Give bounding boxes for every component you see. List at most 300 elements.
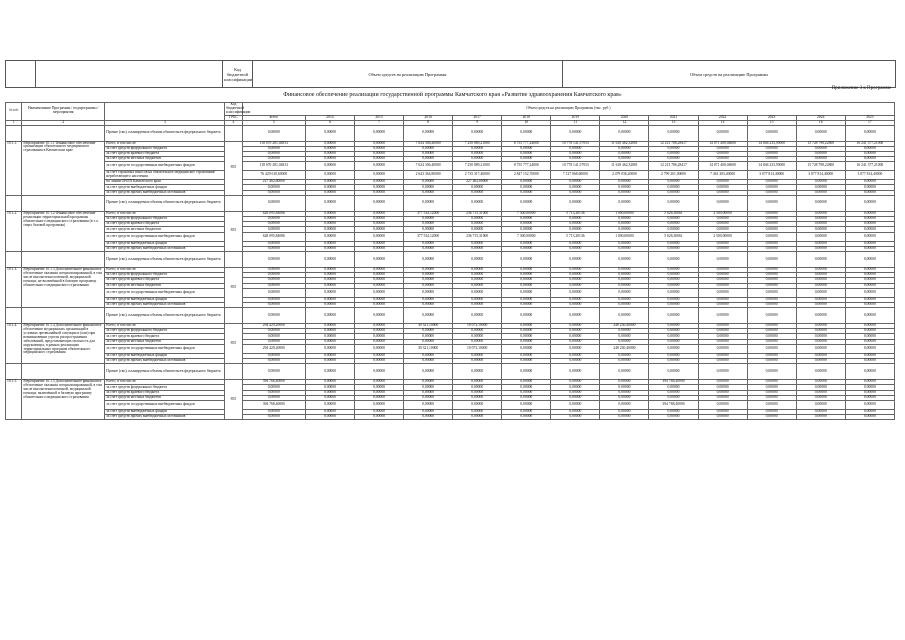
measure-name bbox=[22, 195, 105, 211]
amount-cell: 0,00000 bbox=[747, 246, 796, 251]
amount-cell: 0,00000 bbox=[305, 409, 354, 414]
amount-cell: 0,00000 bbox=[796, 400, 845, 409]
amount-cell: 0,00000 bbox=[600, 395, 649, 400]
amount-cell: 0,00000 bbox=[551, 302, 600, 307]
amount-cell: 0,00000 bbox=[796, 395, 845, 400]
amount-cell: 7 461 203,40000 bbox=[698, 171, 747, 180]
amount-cell: 0,00000 bbox=[305, 227, 354, 232]
funding-source-label: за счет средств федерального бюджета bbox=[105, 146, 225, 151]
amount-cell: 0,00000 bbox=[404, 329, 453, 334]
amount-cell: 0,00000 bbox=[649, 222, 698, 227]
amount-cell: 2 500,00000 bbox=[698, 211, 747, 216]
amount-cell: 0,00000 bbox=[305, 151, 354, 156]
amount-cell: 118 070 281,04813 bbox=[242, 141, 305, 146]
amount-cell: 0,00000 bbox=[796, 339, 845, 344]
amount-cell: 0,00000 bbox=[649, 308, 698, 324]
amount-cell: 0,00000 bbox=[845, 364, 894, 380]
amount-cell: 0,00000 bbox=[600, 227, 649, 232]
amount-cell: 0,00000 bbox=[453, 400, 502, 409]
amount-cell: 0,00000 bbox=[649, 278, 698, 283]
amount-cell: 0,00000 bbox=[502, 380, 551, 385]
amount-cell: 2 500,00000 bbox=[698, 232, 747, 241]
amount-cell: 0,00000 bbox=[698, 297, 747, 302]
funding-source-label: за счет средств местных бюджетов bbox=[105, 339, 225, 344]
header-volume: Объем средств на реализацию Программы (тыс. руб.) bbox=[242, 103, 894, 116]
amount-cell: 0,00000 bbox=[649, 415, 698, 420]
amount-cell: 0,00000 bbox=[453, 359, 502, 364]
amount-cell: 0,00000 bbox=[796, 344, 845, 353]
amount-cell: 0,00000 bbox=[649, 364, 698, 380]
amount-cell: 0,00000 bbox=[698, 329, 747, 334]
amount-cell: 0,00000 bbox=[551, 180, 600, 185]
amount-cell: 0,00000 bbox=[600, 353, 649, 358]
amount-cell: 0,00000 bbox=[796, 380, 845, 385]
amount-cell: 0,00000 bbox=[404, 146, 453, 151]
amount-cell: 0,00000 bbox=[698, 288, 747, 297]
header-gres: ГРБС bbox=[225, 115, 242, 120]
amount-cell: 0,00000 bbox=[502, 400, 551, 409]
amount-cell: 15 728 798,22800 bbox=[796, 141, 845, 146]
header-year: 2018 bbox=[502, 115, 551, 120]
amount-cell: 0,00000 bbox=[242, 415, 305, 420]
amount-cell: 0,00000 bbox=[747, 385, 796, 390]
amount-cell: 0,00000 bbox=[649, 251, 698, 267]
amount-cell: 0,00000 bbox=[845, 283, 894, 288]
amount-cell: 0,00000 bbox=[747, 157, 796, 162]
amount-cell: 0,00000 bbox=[354, 409, 403, 414]
funding-source-label: за счет средств федерального бюджета bbox=[105, 329, 225, 334]
amount-cell: 0,00000 bbox=[845, 334, 894, 339]
column-number: 16 bbox=[796, 120, 845, 125]
amount-cell: 0,00000 bbox=[698, 344, 747, 353]
amount-cell: 0,00000 bbox=[502, 180, 551, 185]
amount-cell: 0,00000 bbox=[502, 364, 551, 380]
amount-cell: 0,00000 bbox=[453, 278, 502, 283]
amount-cell: 0,00000 bbox=[649, 329, 698, 334]
amount-cell: 0,00000 bbox=[698, 395, 747, 400]
amount-cell: 0,00000 bbox=[649, 359, 698, 364]
amount-cell: 0,00000 bbox=[845, 211, 894, 216]
amount-cell: 0,00000 bbox=[305, 324, 354, 329]
amount-cell: 0,00000 bbox=[698, 364, 747, 380]
amount-cell: 0,00000 bbox=[845, 278, 894, 283]
amount-cell: 0,00000 bbox=[242, 364, 305, 380]
amount-cell: 0,00000 bbox=[698, 241, 747, 246]
amount-cell: 0,00000 bbox=[698, 400, 747, 409]
amount-cell: 0,00000 bbox=[502, 385, 551, 390]
amount-cell: 0,00000 bbox=[747, 390, 796, 395]
amount-cell: 0,00000 bbox=[796, 217, 845, 222]
gres-code bbox=[225, 195, 242, 211]
amount-cell: 0,00000 bbox=[649, 283, 698, 288]
amount-cell: 248 230,40000 bbox=[600, 324, 649, 329]
table-row bbox=[6, 171, 895, 180]
amount-cell: 0,00000 bbox=[796, 364, 845, 380]
amount-cell: 0,00000 bbox=[698, 353, 747, 358]
amount-cell: 0,00000 bbox=[698, 390, 747, 395]
amount-cell: 0,00000 bbox=[404, 390, 453, 395]
amount-cell: 0,00000 bbox=[649, 217, 698, 222]
amount-cell: 0,00000 bbox=[242, 329, 305, 334]
funding-source-label: за счет средств внебюджетных фондов bbox=[105, 409, 225, 414]
amount-cell: 3 077 814,40000 bbox=[747, 171, 796, 180]
amount-cell: 0,00000 bbox=[242, 190, 305, 195]
amount-cell: 0,00000 bbox=[600, 246, 649, 251]
amount-cell: 0,00000 bbox=[354, 195, 403, 211]
amount-cell: 0,00000 bbox=[796, 227, 845, 232]
amount-cell: 0,00000 bbox=[551, 278, 600, 283]
amount-cell: 0,00000 bbox=[600, 151, 649, 156]
amount-cell: 0,00000 bbox=[305, 344, 354, 353]
funding-source-label: за счет средств федерального бюджета bbox=[105, 385, 225, 390]
amount-cell: 0,00000 bbox=[796, 157, 845, 162]
amount-cell: 0,00000 bbox=[600, 273, 649, 278]
amount-cell: 0,00000 bbox=[502, 251, 551, 267]
funding-source-label: за счет средств внебюджетных фондов bbox=[105, 185, 225, 190]
amount-cell: 0,00000 bbox=[502, 283, 551, 288]
funding-source-label: Прочие (сво), планируемые объемы обязательств федерального бюджета bbox=[105, 364, 225, 380]
amount-cell: 16 241 377,21000 bbox=[845, 141, 894, 146]
amount-cell: 0,00000 bbox=[242, 273, 305, 278]
amount-cell: 0,00000 bbox=[600, 297, 649, 302]
amount-cell: 1 000,00000 bbox=[600, 211, 649, 216]
amount-cell: 0,00000 bbox=[649, 146, 698, 151]
amount-cell: 0,00000 bbox=[747, 380, 796, 385]
funding-source-label: за счет средств государственных внебюджетных фондов bbox=[105, 162, 225, 171]
table-row bbox=[6, 251, 895, 267]
amount-cell: 16 241 377,21000 bbox=[845, 162, 894, 171]
amount-cell: 0,00000 bbox=[242, 353, 305, 358]
amount-cell: 0,00000 bbox=[649, 334, 698, 339]
amount-cell: 0,00000 bbox=[502, 151, 551, 156]
amount-cell: 0,00000 bbox=[404, 246, 453, 251]
column-number: 11 bbox=[551, 120, 600, 125]
amount-cell: 0,00000 bbox=[354, 324, 403, 329]
column-number: 3 bbox=[105, 120, 225, 125]
amount-cell: 0,00000 bbox=[796, 190, 845, 195]
amount-cell: 0,00000 bbox=[649, 288, 698, 297]
amount-cell: 0,00000 bbox=[354, 329, 403, 334]
amount-cell: 2 735 317,40000 bbox=[453, 171, 502, 180]
amount-cell: 118 070 281,04813 bbox=[242, 162, 305, 171]
funding-source-label: за счет средств местных бюджетов bbox=[105, 283, 225, 288]
amount-cell: 0,00000 bbox=[698, 324, 747, 329]
gres-code: 855 bbox=[225, 211, 242, 251]
amount-cell: 0,00000 bbox=[845, 324, 894, 329]
amount-cell: 0,00000 bbox=[354, 339, 403, 344]
row-number bbox=[6, 364, 22, 380]
amount-cell: 0,00000 bbox=[845, 415, 894, 420]
amount-cell: 0,00000 bbox=[502, 246, 551, 251]
amount-cell: 0,00000 bbox=[502, 344, 551, 353]
amount-cell: 0,00000 bbox=[404, 222, 453, 227]
row-number: 10.1.2. bbox=[6, 211, 22, 251]
amount-cell: 0,00000 bbox=[600, 288, 649, 297]
volume-header-b: Объем средств на реализацию Программы bbox=[563, 61, 896, 88]
amount-cell: 0,00000 bbox=[305, 395, 354, 400]
amount-cell: 0,00000 bbox=[845, 185, 894, 190]
amount-cell: 0,00000 bbox=[551, 246, 600, 251]
amount-cell: 394 768,40000 bbox=[649, 380, 698, 385]
amount-cell: 0,00000 bbox=[305, 171, 354, 180]
amount-cell: 0,00000 bbox=[845, 409, 894, 414]
funding-source-label: Прочие (сво), планируемые объемы обязательств федерального бюджета bbox=[105, 308, 225, 324]
amount-cell: 0,00000 bbox=[354, 141, 403, 146]
amount-cell: 0,00000 bbox=[305, 246, 354, 251]
amount-cell: 0,00000 bbox=[747, 364, 796, 380]
funding-source-label: за счет средств прочих внебюджетных источников bbox=[105, 359, 225, 364]
amount-cell: 0,00000 bbox=[354, 364, 403, 380]
amount-cell: 0,00000 bbox=[502, 241, 551, 246]
amount-cell: 0,00000 bbox=[845, 302, 894, 307]
amount-cell: 236 715,31000 bbox=[453, 232, 502, 241]
amount-cell: 0,00000 bbox=[698, 308, 747, 324]
amount-cell: 0,00000 bbox=[796, 273, 845, 278]
amount-cell: 0,00000 bbox=[305, 267, 354, 272]
amount-cell: 10 778 141,57933 bbox=[551, 162, 600, 171]
amount-cell: 0,00000 bbox=[242, 227, 305, 232]
amount-cell: 0,00000 bbox=[404, 151, 453, 156]
amount-cell: 0,00000 bbox=[354, 400, 403, 409]
amount-cell: 0,00000 bbox=[354, 308, 403, 324]
amount-cell: 0,00000 bbox=[698, 334, 747, 339]
amount-cell: 0,00000 bbox=[404, 195, 453, 211]
amount-cell: 0,00000 bbox=[453, 227, 502, 232]
amount-cell: 0,00000 bbox=[404, 385, 453, 390]
amount-cell: 0,00000 bbox=[747, 308, 796, 324]
amount-cell: 0,00000 bbox=[453, 288, 502, 297]
amount-cell: 2 799 201,00000 bbox=[649, 171, 698, 180]
amount-cell: 0,00000 bbox=[242, 222, 305, 227]
amount-cell: 0,00000 bbox=[354, 151, 403, 156]
amount-cell: 0,00000 bbox=[796, 146, 845, 151]
amount-cell: 0,00000 bbox=[404, 308, 453, 324]
amount-cell: 0,00000 bbox=[747, 125, 796, 141]
funding-source-label: за счет средств государственных внебюджетных фондов bbox=[105, 232, 225, 241]
column-number: 1 bbox=[6, 120, 22, 125]
amount-cell: 0,00000 bbox=[747, 339, 796, 344]
gres-code bbox=[225, 125, 242, 141]
amount-cell: 0,00000 bbox=[502, 273, 551, 278]
amount-cell: 0,00000 bbox=[354, 227, 403, 232]
gres-code: 855 bbox=[225, 324, 242, 364]
amount-cell: 0,00000 bbox=[242, 359, 305, 364]
amount-cell: 0,00000 bbox=[354, 288, 403, 297]
amount-cell: 0,00000 bbox=[404, 364, 453, 380]
table-row bbox=[6, 195, 895, 211]
amount-cell: 0,00000 bbox=[649, 190, 698, 195]
amount-cell: 0,00000 bbox=[600, 334, 649, 339]
amount-cell: 0,00000 bbox=[453, 251, 502, 267]
amount-cell: 0,00000 bbox=[845, 146, 894, 151]
amount-cell: 0,00000 bbox=[502, 146, 551, 151]
amount-cell: 0,00000 bbox=[845, 151, 894, 156]
amount-cell: 0,00000 bbox=[404, 359, 453, 364]
amount-cell: 0,00000 bbox=[845, 380, 894, 385]
amount-cell: 0,00000 bbox=[453, 283, 502, 288]
funding-source-label: за счет средств внебюджетных фондов bbox=[105, 297, 225, 302]
appendix-label: Приложение 3 к Программе bbox=[831, 86, 891, 91]
amount-cell: 0,00000 bbox=[845, 390, 894, 395]
amount-cell: 7 624 306,40000 bbox=[404, 162, 453, 171]
gres-code: 855 bbox=[225, 141, 242, 195]
table-row bbox=[6, 308, 895, 324]
amount-cell: 0,00000 bbox=[453, 195, 502, 211]
funding-source-label: за счет средств местных бюджетов bbox=[105, 157, 225, 162]
amount-cell: 14 846 233,59000 bbox=[747, 141, 796, 146]
amount-cell: 0,00000 bbox=[242, 151, 305, 156]
amount-cell: 0,00000 bbox=[502, 190, 551, 195]
amount-cell: 7 300,00000 bbox=[502, 211, 551, 216]
amount-cell: 0,00000 bbox=[649, 157, 698, 162]
measure-name: Мероприятие 10.1.5 Дополнительное финансовое обеспечение оказания специализированной, в том числе высокотехнологичной, медицинской помощи, включённой в базовую программу обязательного медицинского страхования bbox=[22, 380, 105, 420]
amount-cell: 0,00000 bbox=[747, 334, 796, 339]
amount-cell: 0,00000 bbox=[551, 380, 600, 385]
amount-cell: 0,00000 bbox=[698, 415, 747, 420]
measure-name bbox=[22, 364, 105, 380]
funding-source-label: за счет средств краевого бюджета bbox=[105, 278, 225, 283]
amount-cell: 0,00000 bbox=[305, 251, 354, 267]
amount-cell: 76 429 618,60000 bbox=[242, 171, 305, 180]
amount-cell: 7 250 889,21000 bbox=[453, 141, 502, 146]
amount-cell: 0,00000 bbox=[796, 180, 845, 185]
amount-cell: 0,00000 bbox=[551, 353, 600, 358]
table-row bbox=[6, 125, 895, 141]
amount-cell: 0,00000 bbox=[453, 151, 502, 156]
amount-cell: 0,00000 bbox=[453, 246, 502, 251]
amount-cell: 0,00000 bbox=[354, 157, 403, 162]
amount-cell: 0,00000 bbox=[698, 146, 747, 151]
amount-cell: 0,00000 bbox=[747, 409, 796, 414]
amount-cell: 0,00000 bbox=[649, 390, 698, 395]
measure-name: Мероприятие 10.1.3 Дополнительное финансовое обеспечение оказания специализированной, в том числе высокотехнологичной, медицинской помощи, не включённой в базовую программу обязательного медицинского страхования bbox=[22, 267, 105, 307]
amount-cell: 0,00000 bbox=[354, 185, 403, 190]
amount-cell: 0,00000 bbox=[747, 251, 796, 267]
amount-cell: 0,00000 bbox=[551, 364, 600, 380]
amount-cell: 0,00000 bbox=[502, 409, 551, 414]
amount-cell: 0,00000 bbox=[747, 353, 796, 358]
amount-cell: 0,00000 bbox=[404, 180, 453, 185]
amount-cell: 0,00000 bbox=[698, 302, 747, 307]
column-number: 17 bbox=[845, 120, 894, 125]
amount-cell: 0,00000 bbox=[649, 151, 698, 156]
amount-cell: 0,00000 bbox=[242, 195, 305, 211]
amount-cell: 0,00000 bbox=[796, 241, 845, 246]
amount-cell: 0,00000 bbox=[242, 288, 305, 297]
amount-cell: 0,00000 bbox=[453, 241, 502, 246]
header-year: 2016 bbox=[404, 115, 453, 120]
amount-cell: 0,00000 bbox=[453, 222, 502, 227]
amount-cell: 0,00000 bbox=[698, 217, 747, 222]
amount-cell: 236 715,31000 bbox=[453, 211, 502, 216]
amount-cell: 0,00000 bbox=[796, 232, 845, 241]
table-row bbox=[6, 364, 895, 380]
amount-cell: 0,00000 bbox=[305, 400, 354, 409]
amount-cell: 0,00000 bbox=[502, 390, 551, 395]
funding-source-label: за счет средств краевого бюджета bbox=[105, 390, 225, 395]
amount-cell: 0,00000 bbox=[305, 162, 354, 171]
amount-cell: 377 534,12000 bbox=[404, 232, 453, 241]
amount-cell: 0,00000 bbox=[354, 171, 403, 180]
amount-cell: 0,00000 bbox=[747, 400, 796, 409]
amount-cell: 0,00000 bbox=[649, 227, 698, 232]
amount-cell: 0,00000 bbox=[305, 273, 354, 278]
amount-cell: 12 213 786,28417 bbox=[649, 141, 698, 146]
funding-source-label: Прочие (сво), планируемые объемы обязательств федерального бюджета bbox=[105, 195, 225, 211]
amount-cell: 0,00000 bbox=[502, 329, 551, 334]
amount-cell: 0,00000 bbox=[796, 415, 845, 420]
amount-cell: 0,00000 bbox=[845, 180, 894, 185]
amount-cell: 0,00000 bbox=[453, 267, 502, 272]
header-year: 2024 bbox=[796, 115, 845, 120]
header-year: 2014 bbox=[305, 115, 354, 120]
amount-cell: 0,00000 bbox=[551, 395, 600, 400]
amount-cell: 0,00000 bbox=[305, 339, 354, 344]
funding-source-label: за счет средств федерального бюджета bbox=[105, 273, 225, 278]
amount-cell: 0,00000 bbox=[698, 267, 747, 272]
amount-cell: 0,00000 bbox=[551, 151, 600, 156]
amount-cell: 0,00000 bbox=[305, 385, 354, 390]
amount-cell: 0,00000 bbox=[649, 297, 698, 302]
amount-cell: 2 847 152,70000 bbox=[502, 171, 551, 180]
amount-cell: 0,00000 bbox=[551, 195, 600, 211]
amount-cell: 0,00000 bbox=[404, 409, 453, 414]
amount-cell: 0,00000 bbox=[796, 308, 845, 324]
measure-name bbox=[22, 308, 105, 324]
funding-source-label: за счет средств прочих внебюджетных источников bbox=[105, 190, 225, 195]
amount-cell: 0,00000 bbox=[600, 409, 649, 414]
amount-cell: 0,00000 bbox=[453, 190, 502, 195]
amount-cell: 0,00000 bbox=[305, 185, 354, 190]
amount-cell: 0,00000 bbox=[747, 344, 796, 353]
funding-source-label: Прочие (сво), планируемые объемы обязательств федерального бюджета bbox=[105, 251, 225, 267]
amount-cell: 0,00000 bbox=[845, 222, 894, 227]
amount-cell: 628 095,84086 bbox=[242, 211, 305, 216]
amount-cell: 0,00000 bbox=[698, 283, 747, 288]
column-number: 2 bbox=[22, 120, 105, 125]
amount-cell: 0,00000 bbox=[600, 146, 649, 151]
amount-cell: 0,00000 bbox=[354, 217, 403, 222]
amount-cell: 0,00000 bbox=[242, 308, 305, 324]
amount-cell: 0,00000 bbox=[845, 267, 894, 272]
amount-cell: 1 000,00000 bbox=[600, 232, 649, 241]
amount-cell: 0,00000 bbox=[354, 390, 403, 395]
amount-cell: 0,00000 bbox=[404, 157, 453, 162]
amount-cell: 0,00000 bbox=[354, 211, 403, 216]
amount-cell: 0,00000 bbox=[242, 302, 305, 307]
gres-code bbox=[225, 364, 242, 380]
amount-cell: 0,00000 bbox=[453, 385, 502, 390]
amount-cell: 0,00000 bbox=[747, 227, 796, 232]
amount-cell: 0,00000 bbox=[600, 190, 649, 195]
amount-cell: 0,00000 bbox=[796, 195, 845, 211]
amount-cell: 0,00000 bbox=[453, 380, 502, 385]
table-row bbox=[6, 232, 895, 241]
amount-cell: 0,00000 bbox=[404, 415, 453, 420]
amount-cell: 294 429,20000 bbox=[242, 344, 305, 353]
amount-cell: 0,00000 bbox=[600, 125, 649, 141]
table-row bbox=[6, 415, 895, 420]
amount-cell: 0,00000 bbox=[453, 297, 502, 302]
amount-cell: 0,00000 bbox=[796, 385, 845, 390]
amount-cell: 0,00000 bbox=[551, 344, 600, 353]
amount-cell: 394 768,40000 bbox=[242, 400, 305, 409]
amount-cell: 0,00000 bbox=[305, 146, 354, 151]
amount-cell: 0,00000 bbox=[649, 246, 698, 251]
amount-cell: 0,00000 bbox=[551, 222, 600, 227]
amount-cell: 0,00000 bbox=[600, 359, 649, 364]
financing-table bbox=[5, 102, 895, 420]
